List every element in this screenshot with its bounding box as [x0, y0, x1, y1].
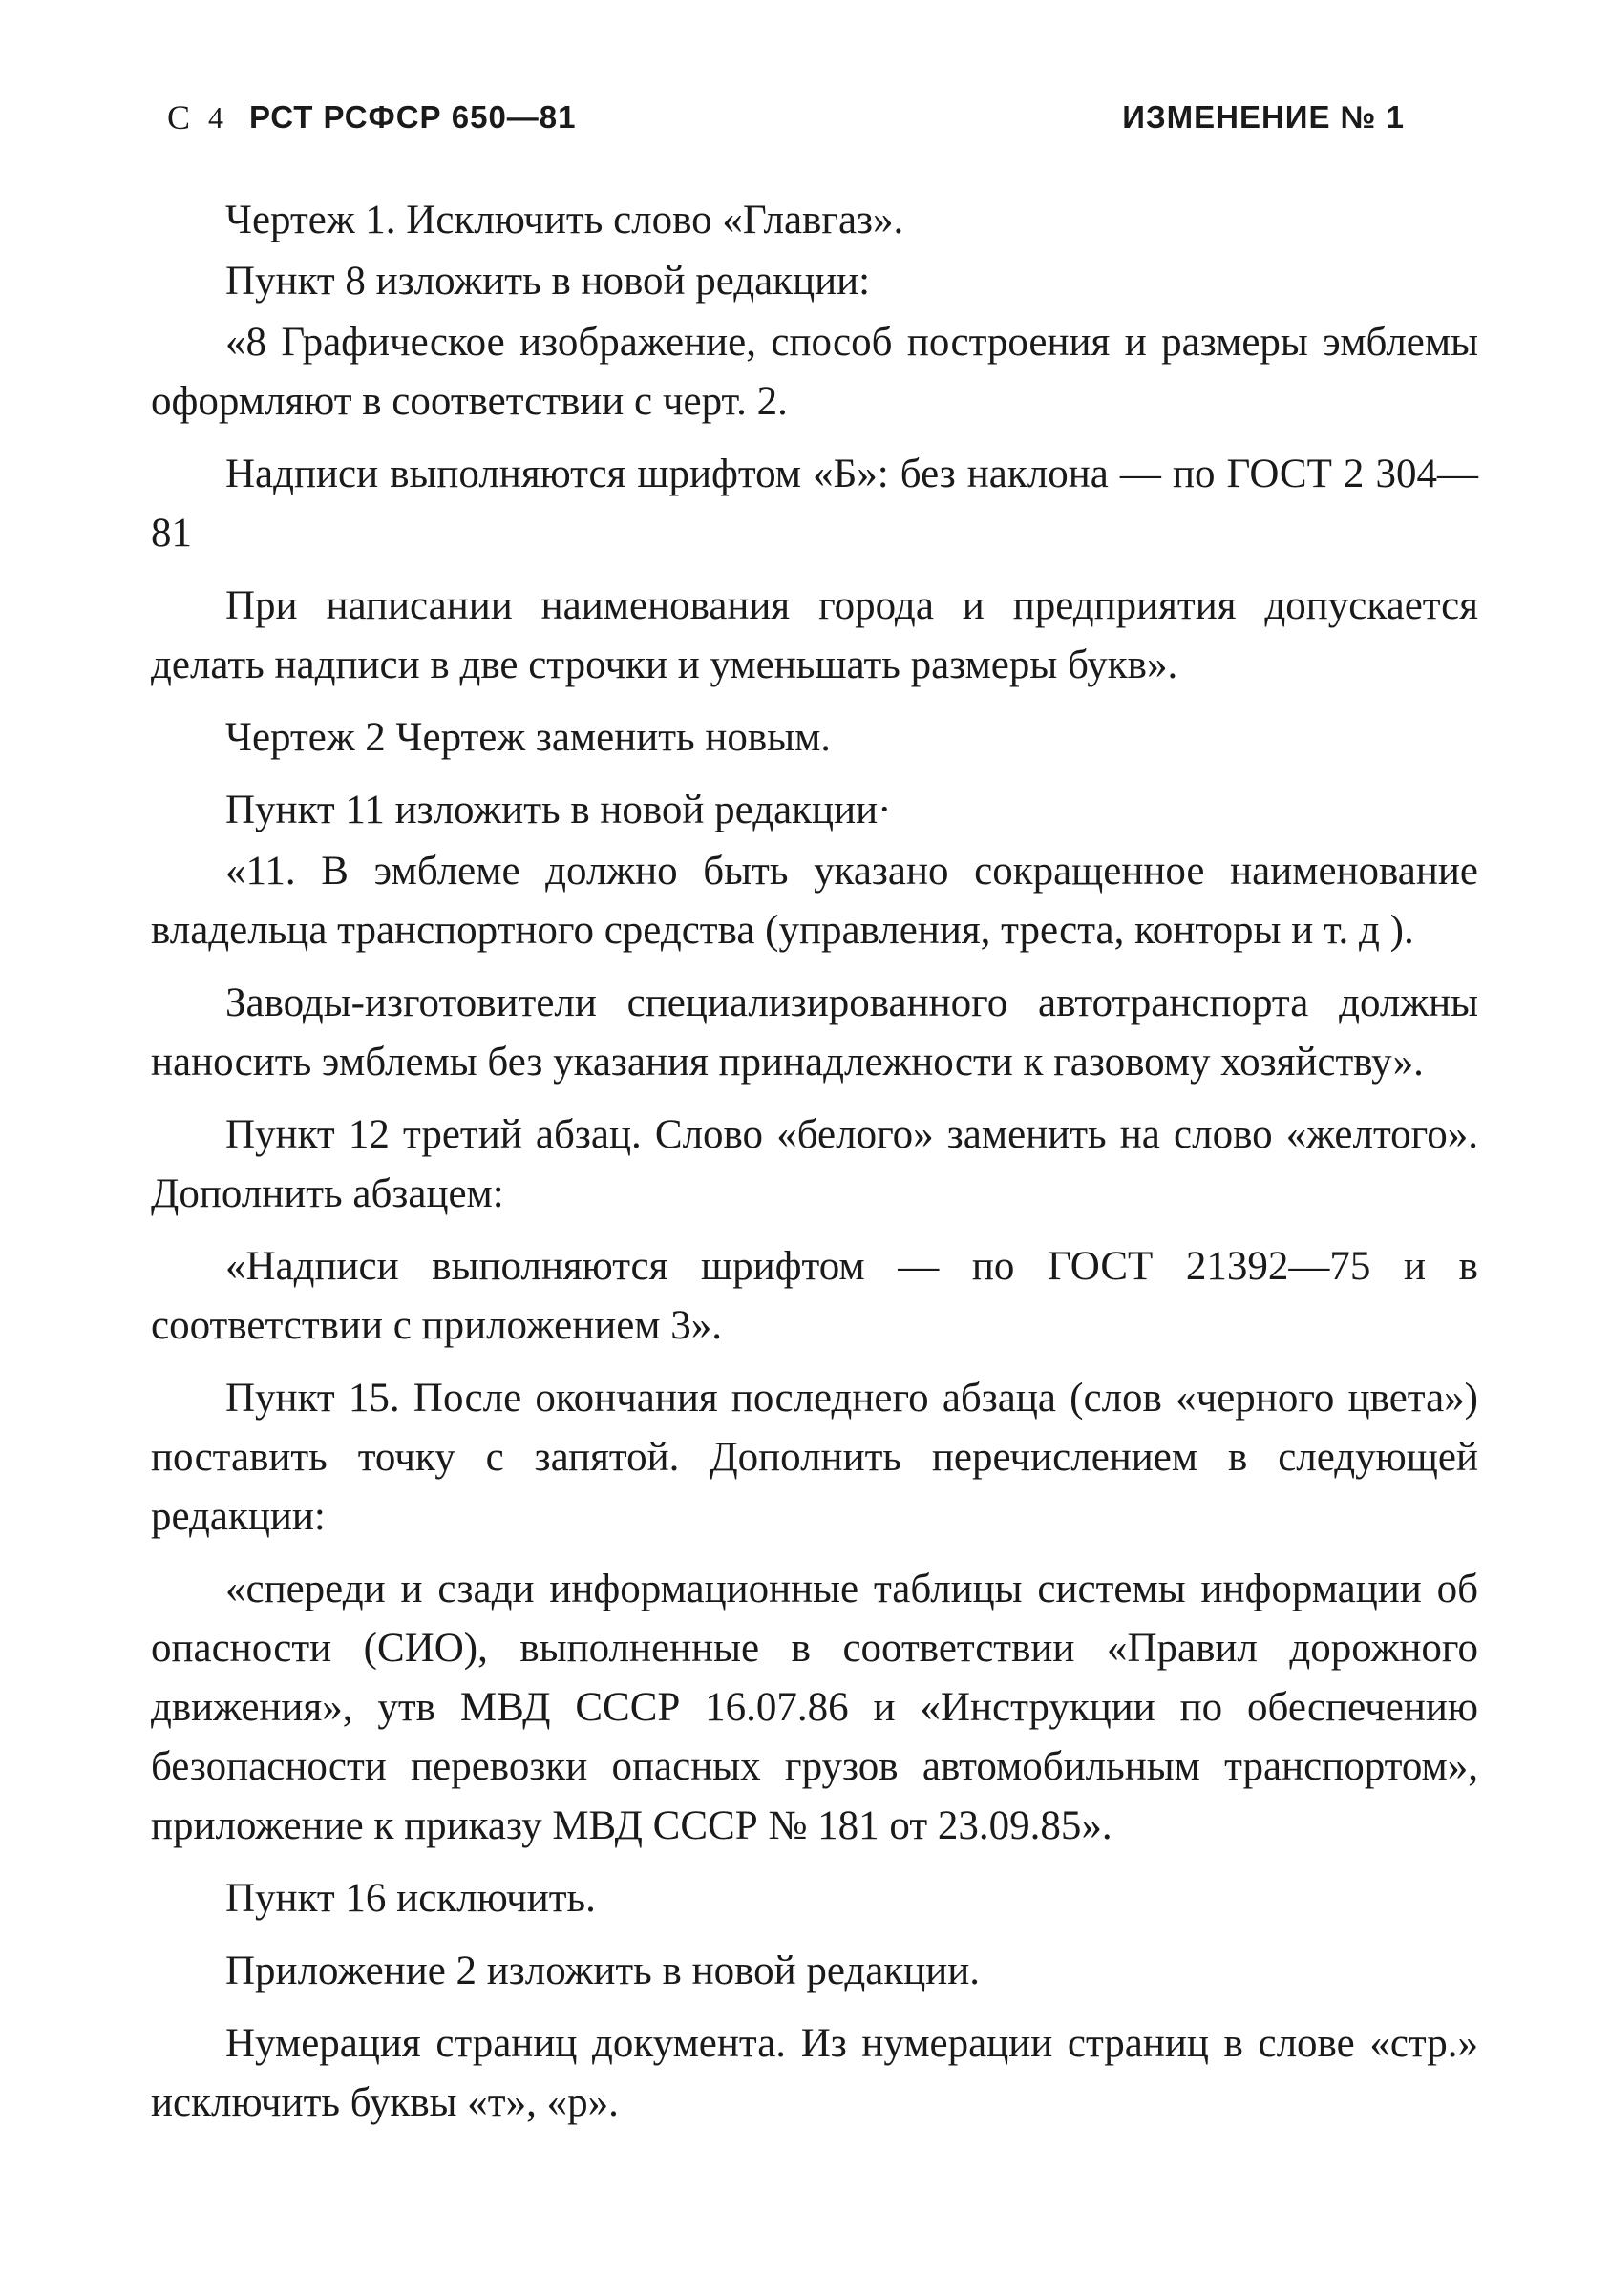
paragraph-manufacturers: Заводы-изготовители специализированного автотранспорта должны наносить эмблемы без указания принадлежности к газовому хозяйству».	[151, 980, 1478, 1085]
paragraph-item-8: Пункт 8 изложить в новой редакции:	[225, 259, 871, 304]
page-header	[167, 94, 1405, 141]
paragraph-item-8-text: «8 Графическое изображение, способ построения и размеры эмблемы оформляют в соответствии с черт. 2.	[151, 320, 1478, 424]
paragraph-appendix-2: Приложение 2 изложить в новой редакции.	[225, 1948, 981, 1993]
paragraph-item-12: Пункт 12 третий абзац. Слово «белого» заменить на слово «желтого». Дополнить абзацем:	[151, 1112, 1478, 1216]
paragraph-item-16: Пункт 16 исключить.	[225, 1876, 596, 1921]
paragraph-page-numbering: Нумерация страниц документа. Из нумерации страниц в слове «стр.» исключить буквы «т», «р».	[151, 2021, 1478, 2125]
paragraph-drawing-2: Чертеж 2 Чертеж заменить новым.	[225, 715, 832, 760]
paragraph-item-11: Пункт 11 изложить в новой редакции·	[225, 788, 892, 832]
paragraph-item-11-text: «11. В эмблеме должно быть указано сокращенное наименование владельца транспортного средства (управления, треста, конторы и т. д ).	[151, 849, 1478, 953]
standard-code: РСТ РСФСР 650—81	[249, 99, 577, 135]
paragraph-drawing-1: Чертеж 1. Исключить слово «Главгаз».	[225, 198, 904, 242]
paragraph-item-15-list: «спереди и сзади информационные таблицы системы информации об опасности (СИО), выполненные в соответствии «Правил дорожного движения», утв МВД СССР 16.07.86 и «Инструкции по обеспечению безопасности перевозки опасных грузов автомобильным транспортом», приложение к приказу МВД СССР № 181 от 23.09.85».	[151, 1567, 1478, 1848]
paragraph-item-15: Пункт 15. После окончания последнего абзаца (слов «черного цвета») поставить точку с запятой. Дополнить перечислением в следующей редакции:	[151, 1376, 1478, 1539]
paragraph-inscriptions: Надписи выполняются шрифтом «Б»: без наклона — по ГОСТ 2 304—81	[151, 452, 1478, 556]
page-number: 4	[208, 99, 225, 135]
header-left	[167, 97, 577, 137]
paragraph-city-name: При написании наименования города и предприятия допускается делать надписи в две строчки и уменьшать размеры букв».	[151, 583, 1478, 687]
paragraph-item-12-addition: «Надписи выполняются шрифтом — по ГОСТ 21392—75 и в соответствии с приложением 3».	[151, 1244, 1478, 1348]
page-letter: С	[167, 98, 192, 137]
document-body	[151, 191, 1478, 2146]
amendment-title: ИЗМЕНЕНИЕ № 1	[1122, 99, 1405, 135]
